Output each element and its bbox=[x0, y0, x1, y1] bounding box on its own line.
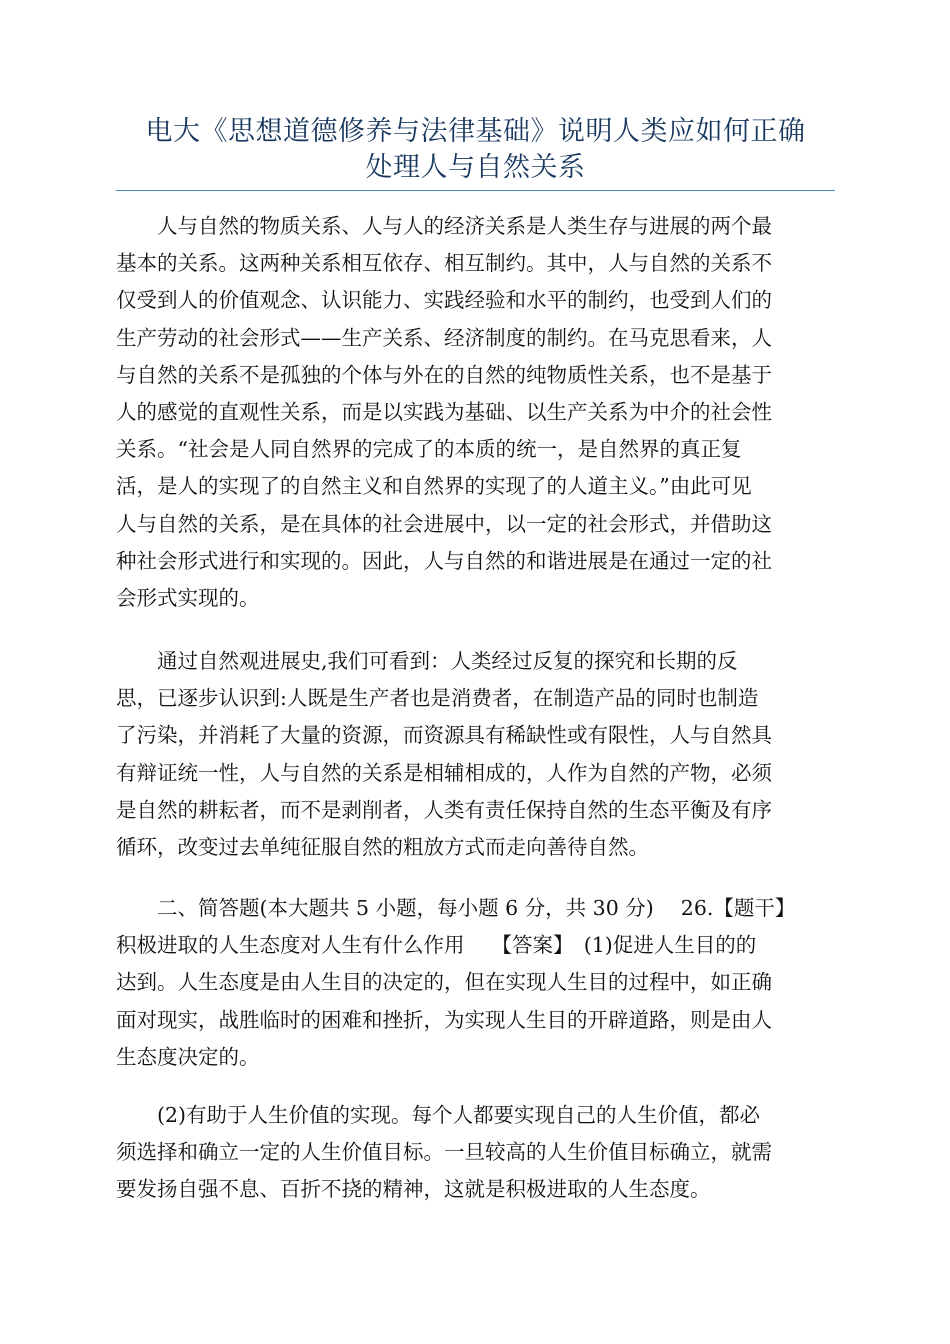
paragraph-line: 生态度决定的。 bbox=[116, 1044, 260, 1069]
paragraph-line: 基本的关系。这两种关系相互依存、相互制约。其中，人与自然的关系不 bbox=[116, 251, 772, 276]
paragraph-line: 二、简答题(本大题共 5 小题，每小题 6 分，共 30 分) 26.【题干】 bbox=[116, 896, 796, 920]
paragraph-line: 与自然的关系不是孤独的个体与外在的自然的纯物质性关系，也不是基于 bbox=[116, 362, 772, 387]
paragraph-line: 会形式实现的。 bbox=[116, 586, 260, 611]
paragraph-line: 关系。“社会是人同自然界的完成了的本质的统一，是自然界的真正复 bbox=[116, 437, 742, 462]
title-line-1: 电大《思想道德修养与法律基础》说明人类应如何正确 bbox=[145, 116, 806, 147]
paragraph-line: 是自然的耕耘者，而不是剥削者，人类有责任保持自然的生态平衡及有序 bbox=[116, 797, 772, 822]
paragraph-line: 达到。人生态度是由人生目的决定的，但在实现人生目的过程中，如正确 bbox=[116, 970, 772, 995]
paragraph-line: 人与自然的关系，是在具体的社会进展中，以一定的社会形式，并借助这 bbox=[116, 511, 772, 536]
paragraph-line: 种社会形式进行和实现的。因此，人与自然的和谐进展是在通过一定的社 bbox=[116, 548, 772, 573]
paragraph-line: 思，已逐步认识到:人既是生产者也是消费者，在制造产品的同时也制造 bbox=[116, 686, 759, 711]
paragraph-line: 须选择和确立一定的人生价值目标。一旦较高的人生价值目标确立，就需 bbox=[116, 1140, 772, 1165]
paragraph-line: 人与自然的物质关系、人与人的经济关系是人类生存与进展的两个最 bbox=[116, 214, 772, 238]
paragraph-3 bbox=[116, 890, 835, 1076]
document-title bbox=[116, 114, 835, 191]
paragraph-line: 循环，改变过去单纯征服自然的粗放方式而走向善待自然。 bbox=[116, 835, 649, 860]
paragraph-line: 仅受到人的价值观念、认识能力、实践经验和水平的制约，也受到人们的 bbox=[116, 288, 772, 313]
paragraph-1 bbox=[116, 208, 835, 617]
paragraph-line: 要发扬自强不息、百折不挠的精神，这就是积极进取的人生态度。 bbox=[116, 1177, 711, 1202]
paragraph-4 bbox=[116, 1097, 835, 1209]
paragraph-line: 人的感觉的直观性关系，而是以实践为基础、以生产关系为中介的社会性 bbox=[116, 400, 772, 425]
paragraph-2 bbox=[116, 643, 835, 866]
title-line-2: 处理人与自然关系 bbox=[365, 152, 586, 183]
paragraph-line: 生产劳动的社会形式——生产关系、经济制度的制约。在马克思看来，人 bbox=[116, 325, 772, 350]
paragraph-line: 活，是人的实现了的自然主义和自然界的实现了的人道主义。”由此可见 bbox=[116, 474, 752, 499]
paragraph-line: 了污染，并消耗了大量的资源，而资源具有稀缺性或有限性，人与自然具 bbox=[116, 723, 772, 748]
paragraph-line: 面对现实，战胜临时的困难和挫折，为实现人生目的开辟道路，则是由人 bbox=[116, 1007, 772, 1032]
paragraph-line: 有辩证统一性，人与自然的关系是相辅相成的，人作为自然的产物，必须 bbox=[116, 760, 772, 785]
paragraph-line: 积极进取的人生态度对人生有什么作用 【答案】 (1)促进人生目的的 bbox=[116, 933, 757, 958]
paragraph-line: (2)有助于人生价值的实现。每个人都要实现自己的人生价值，都必 bbox=[116, 1103, 761, 1127]
paragraph-line: 通过自然观进展史,我们可看到：人类经过反复的探究和长期的反 bbox=[116, 649, 738, 673]
